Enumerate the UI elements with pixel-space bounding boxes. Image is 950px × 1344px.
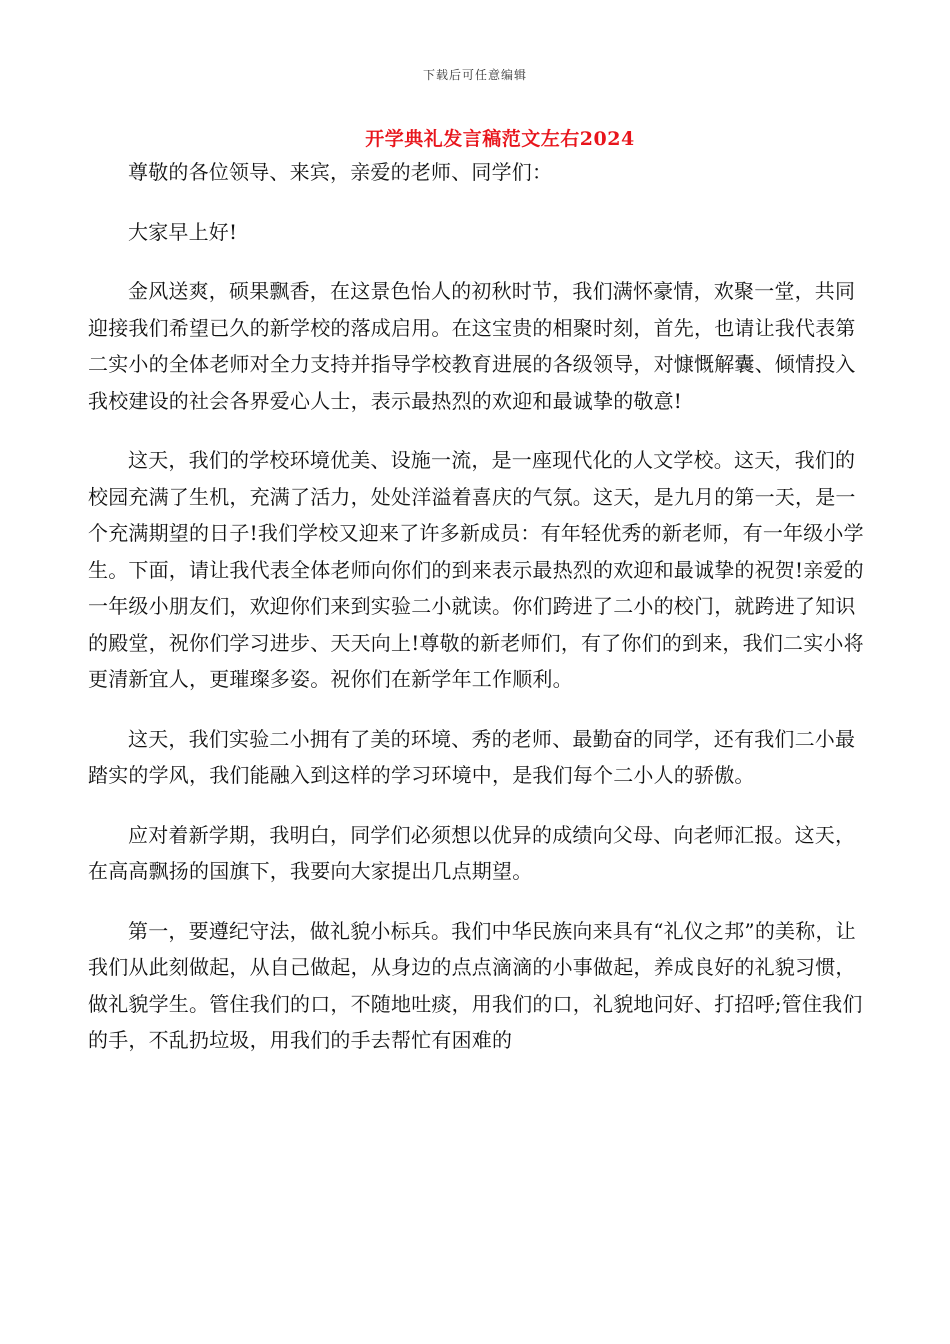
document-title: 开学典礼发言稿范文左右2024 bbox=[365, 128, 635, 150]
paragraph-salutation: 尊敬的各位领导、来宾，亲爱的老师、同学们： bbox=[128, 160, 553, 184]
paragraph-opening: 金风送爽，硕果飘香，在这景色怡人的初秋时节，我们满怀豪情，欢聚一堂，共同迎接我们希望已久的新学校的落成启用。在这宝贵的相聚时刻，首先，也请让我代表第二实小的全体老师对全力支持并指导学校教育进展的各级领导，对慷慨解囊、倾情投入我校建设的社会各界爱心人士，表示最热烈的欢迎和最诚挚的敬意! bbox=[88, 279, 856, 413]
paragraph-welcome: 这天，我们的学校环境优美、设施一流，是一座现代化的人文学校。这天，我们的校园充满了生机，充满了活力，处处洋溢着喜庆的气氛。这天，是九月的第一天，是一个充满期望的日子!我们学校又迎来了许多新成员：有年轻优秀的新老师，有一年级小学生。下面，请让我代表全体老师向你们的到来表示最热烈的欢迎和最诚挚的祝贺!亲爱的一年级小朋友们，欢迎你们来到实验二小就读。你们跨进了二小的校门，就跨进了知识的殿堂，祝你们学习进步、天天向上!尊敬的新老师们，有了你们的到来，我们二实小将更清新宜人，更璀璨多姿。祝你们在新学年工作顺利。 bbox=[88, 448, 864, 691]
paragraph-greeting: 大家早上好! bbox=[128, 219, 238, 244]
paragraph-first-point: 第一，要遵纪守法，做礼貌小标兵。我们中华民族向来具有“礼仪之邦”的美称，让我们从此刻做起，从自己做起，从身边的点点滴滴的小事做起，养成良好的礼貌习惯，做礼貌学生。管住我们的口，不随地吐痰，用我们的口，礼貌地问好、打招呼;管住我们的手，不乱扔垃圾，用我们的手去帮忙有困难的 bbox=[88, 918, 863, 1052]
document-body bbox=[88, 154, 868, 1082]
paragraph-expectations: 应对着新学期，我明白，同学们必须想以优异的成绩向父母、向老师汇报。这天，在高高飘扬的国旗下，我要向大家提出几点期望。 bbox=[88, 822, 856, 883]
paragraph-pride: 这天，我们实验二小拥有了美的环境、秀的老师、最勤奋的同学，还有我们二小最踏实的学风，我们能融入到这样的学习环境中，是我们每个二小人的骄傲。 bbox=[88, 726, 856, 787]
header-note: 下载后可任意编辑 bbox=[422, 68, 527, 82]
